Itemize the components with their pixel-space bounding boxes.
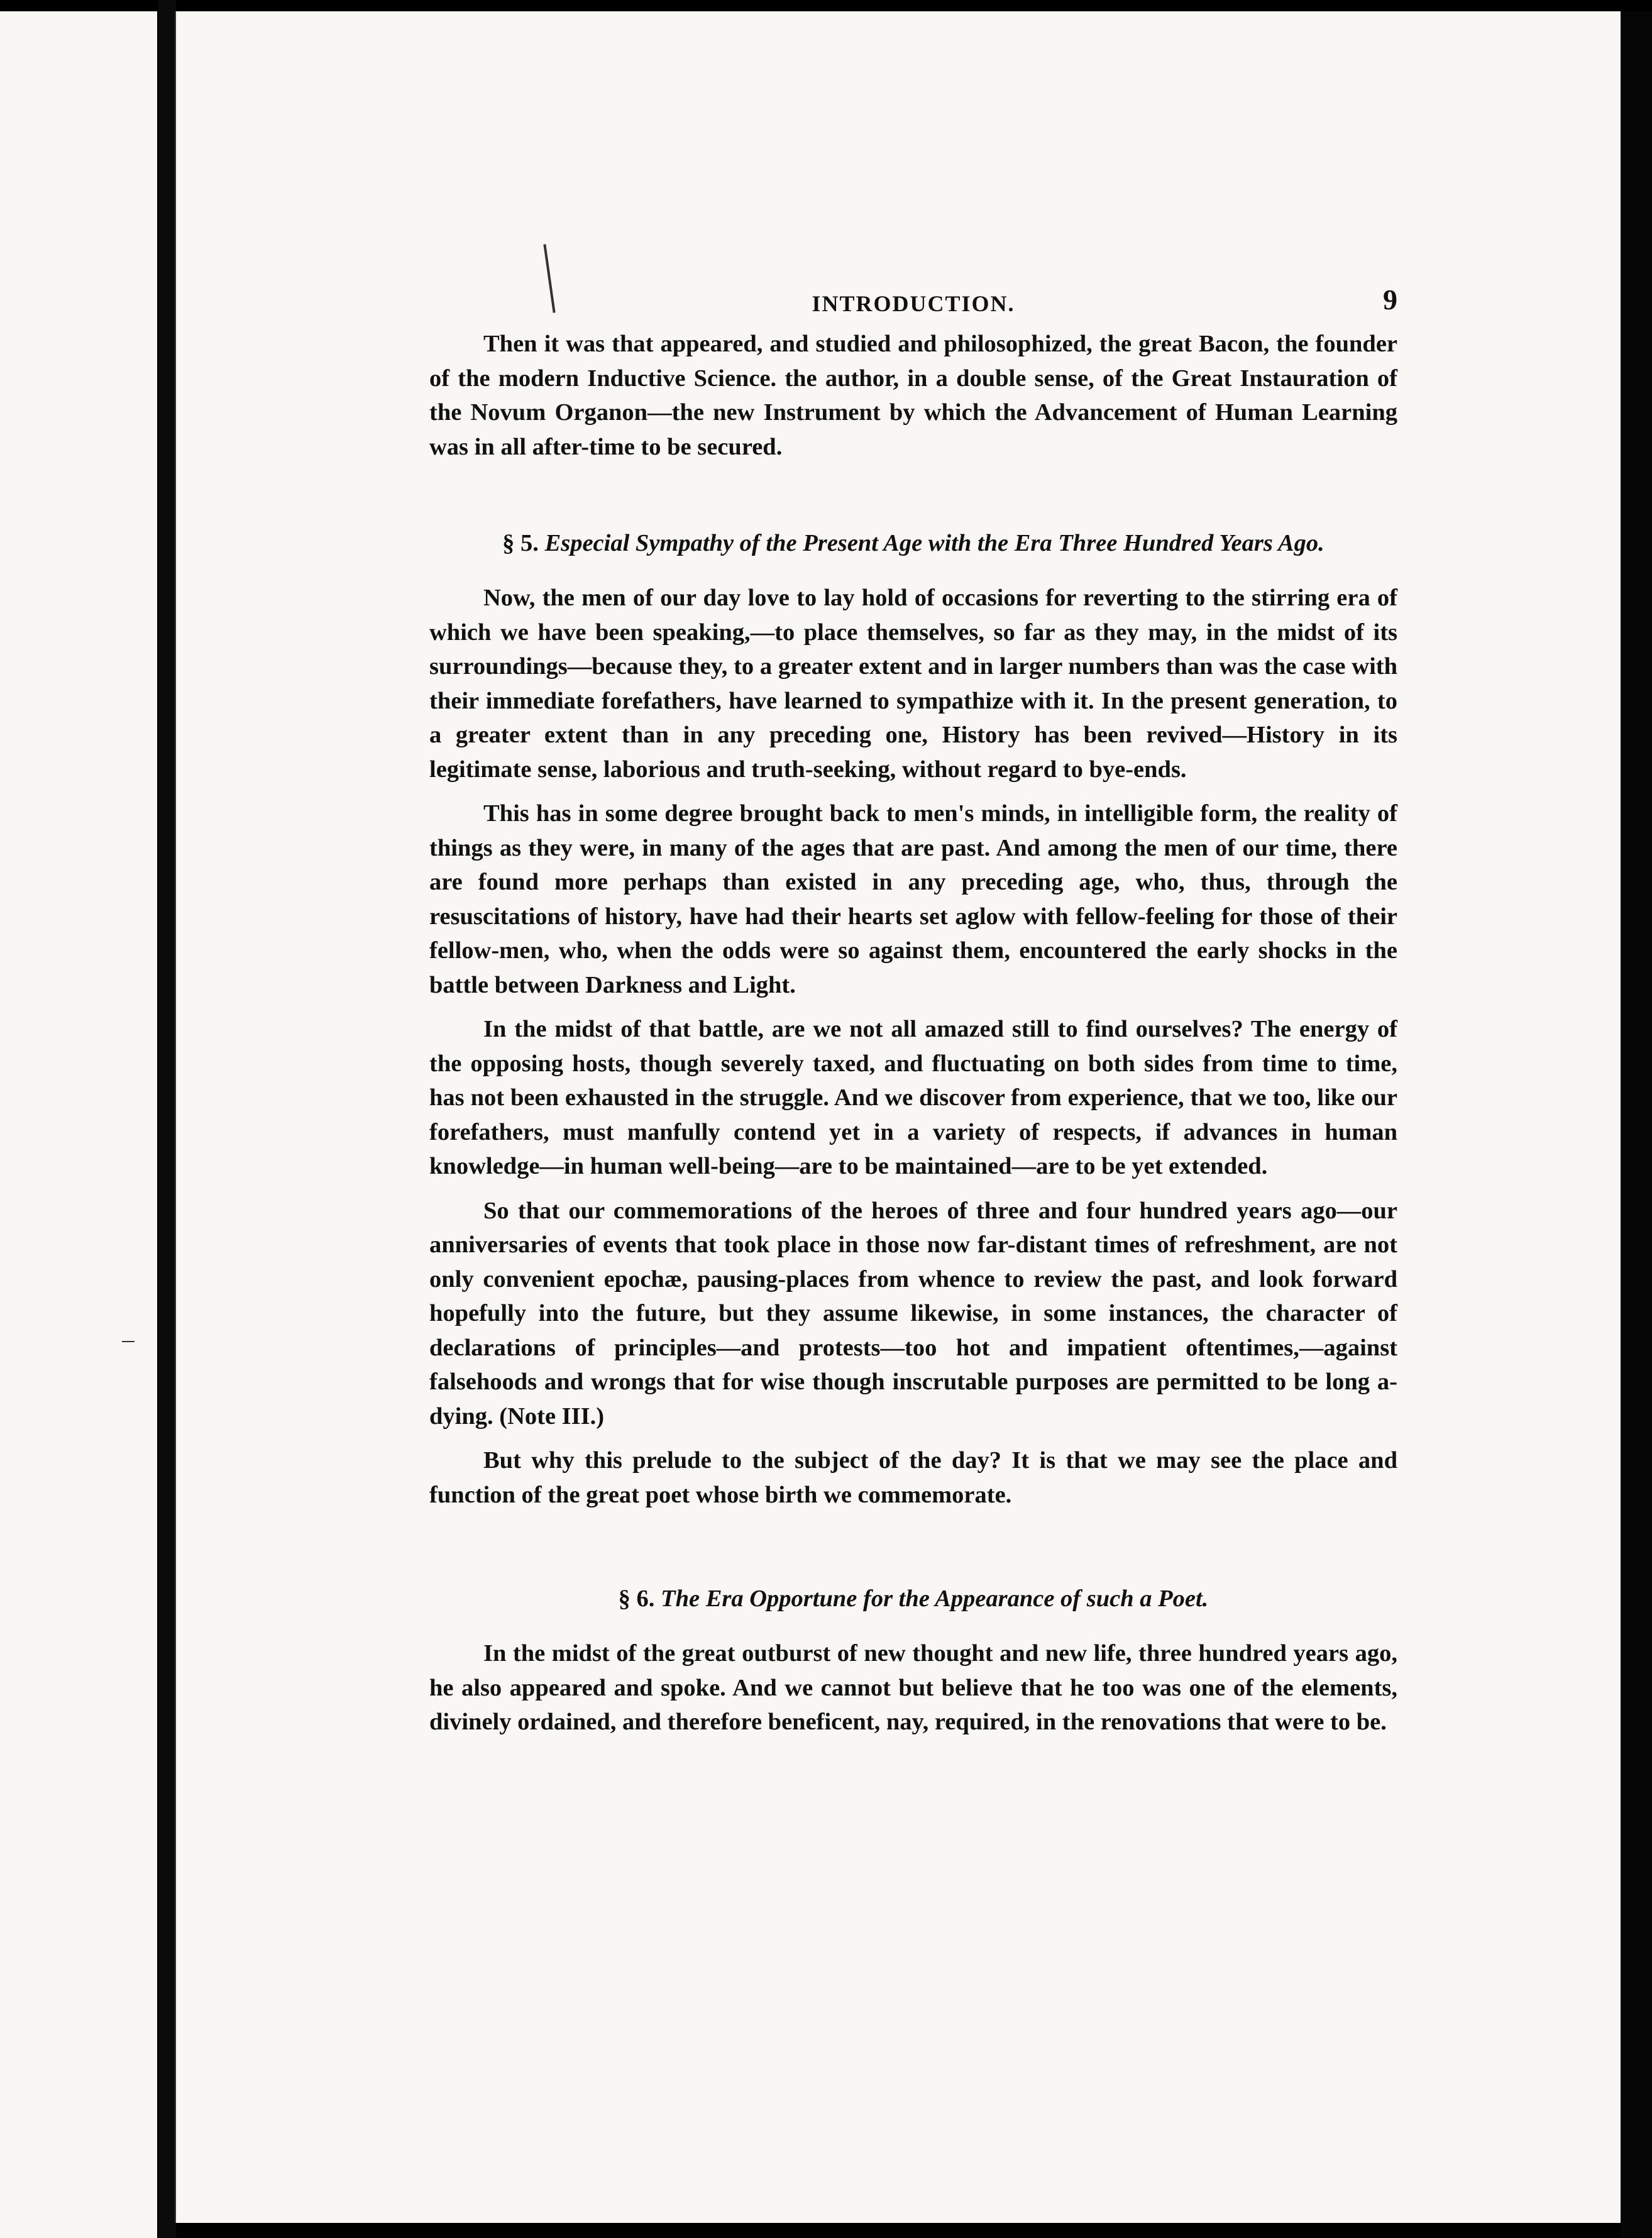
page-text	[429, 277, 1397, 1750]
section-5-heading	[429, 527, 1397, 560]
section-5-title: Especial Sympathy of the Present Age with the Era Three Hundred Years Ago.	[544, 530, 1324, 556]
running-head	[429, 277, 1397, 327]
paragraph-poet: In the midst of the great outburst of new thought and new life, three hundred years ago, he also appeared and spoke. And we cannot but believe that he too was one of the elements, divinely ordained, and therefore beneficent, nay, required, in the renovations that were to be.	[429, 1640, 1397, 1735]
paragraph-battle: In the midst of that battle, are we not all amazed still to find ourselves? The energy of the opposing hosts, though severely taxed, and fluctuating on both sides from time to time, has not been exhausted in the struggle. And we discover from experience, that we too, like our forefathers, must manfully contend yet in a variety of respects, if advances in human knowledge—in human well-being—are to be maintained—are to be yet extended.	[429, 1016, 1397, 1179]
book-spine	[158, 0, 176, 2238]
section-6-title: The Era Opportune for the Appearance of such a Poet.	[661, 1585, 1209, 1612]
section-6-heading	[429, 1582, 1397, 1615]
paragraph-bacon: Then it was that appeared, and studied and philosophized, the great Bacon, the founder of the modern Inductive Science. the author, in a double sense, of the Great Instauration of the Novum Organon—the new Instrument by which the Advancement of Human Learning was in all after-time to be secured.	[429, 331, 1397, 460]
right-page-shadow	[1621, 11, 1652, 2238]
paragraph-prelude: But why this prelude to the subject of the day? It is that we may see the place and function of the great poet whose birth we commemorate.	[429, 1447, 1397, 1508]
paragraph-history-revival: This has in some degree brought back to men's minds, in intelligible form, the reality of things as they were, in many of the ages that are past. And among the men of our time, there are found more perhaps than existed in any preceding age, who, thus, through the resuscitations of history, have had their hearts set aglow with fellow-feeling for those of their fellow-men, who, when the odds were so against them, encountered the early shocks in the battle between Darkness and Light.	[429, 800, 1397, 998]
running-title: INTRODUCTION.	[812, 291, 1015, 316]
section-6-number: § 6.	[618, 1585, 655, 1612]
paragraph-commemorations: So that our commemorations of the heroes of three and four hundred years ago—our anniversaries of events that took place in those now far-distant times of refreshment, are not only convenient epochæ, pausing-places from whence to review the past, and look forward hopefully into the future, but they assume likewise, in some instances, the character of declarations of principles—and protests—too hot and impatient oftentimes,—against falsehoods and wrongs that for wise though inscrutable purposes are permitted to be long a-dying. (Note III.)	[429, 1197, 1397, 1430]
page-number: 9	[1383, 284, 1397, 316]
left-page-edge	[0, 11, 157, 2238]
section-5-number: § 5.	[502, 530, 539, 556]
paragraph-present-age: Now, the men of our day love to lay hold of occasions for reverting to the stirring era of which we have been speaking,—to place themselves, so far as they may, in the midst of its surroundings—because they, to a greater extent and in larger numbers than was the case with their immediate forefathers, have learned to sympathize with it. In the present generation, to a greater extent than in any preceding one, History has been revived—History in its legitimate sense, laborious and truth-seeking, without regard to bye-ends.	[429, 585, 1397, 783]
margin-mark-left	[122, 1341, 135, 1342]
